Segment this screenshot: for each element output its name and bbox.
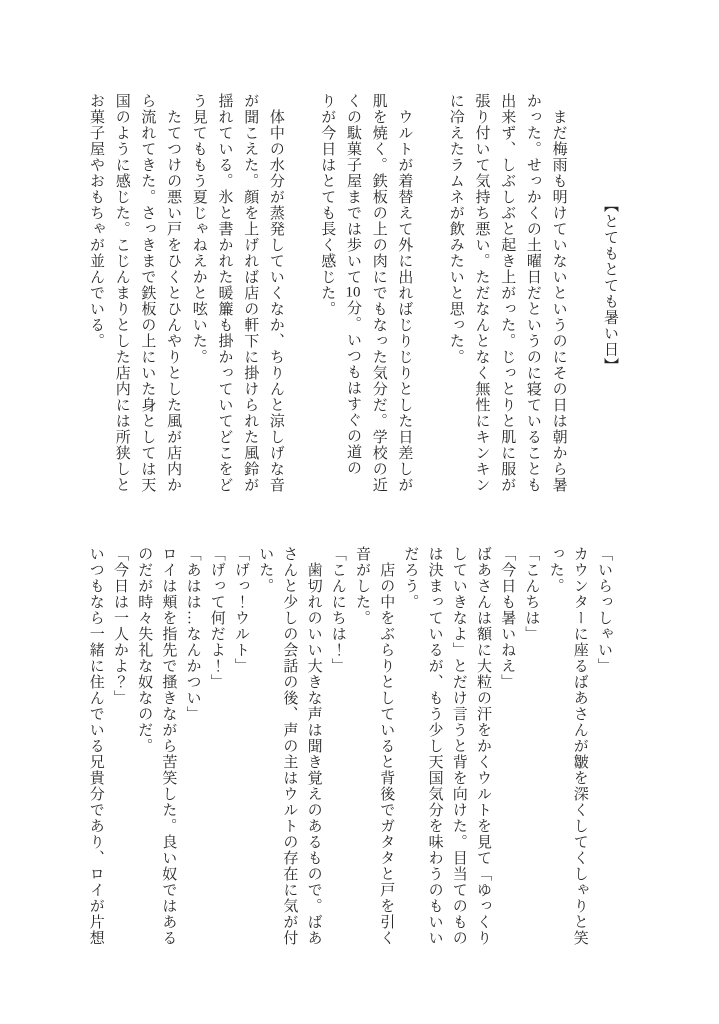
text-column: くの駄菓子屋までは歩いて10分。いつもはすぐの道の — [344, 93, 361, 476]
text-column: お菓子屋やおもちゃが並んでいる。 — [87, 93, 104, 349]
text-column: 「こんにちは！」 — [329, 546, 346, 674]
text-column: 国のように感じた。こじんまりとした店内には所狭しと — [113, 93, 130, 493]
text-column: う見てももう夏じゃねえかと呟いた。 — [190, 93, 207, 365]
text-column: りが今日はとても長く感じた。 — [319, 93, 336, 317]
text-column: 揺れている。氷と書かれた暖簾も掛かっていてどこをど — [216, 93, 233, 493]
text-column: は決まっているが、もう少し天国気分を味わうのもいい — [426, 546, 443, 946]
text-column: 肌を焼く。鉄板の上の肉にでもなった気分だ。学校の近 — [370, 93, 387, 493]
text-column: ロイは頬を指先で搔きながら苦笑した。良い奴ではある — [160, 546, 177, 946]
text-column: った。 — [547, 546, 564, 594]
text-column: 「今日は一人かよ？」 — [111, 546, 128, 706]
text-column: していきなよ」とだけ言うと背を向けた。目当てのもの — [450, 546, 467, 946]
text-column: だろう。 — [402, 546, 419, 610]
text-column: ばあさんは額に大粒の汗をかくウルトを見て「ゆっくり — [474, 546, 491, 946]
text-column: かった。せっかくの土曜日だというのに寝ていることも — [524, 93, 541, 493]
text-column: 音がした。 — [353, 546, 370, 626]
text-column: 「今日も暑いねえ」 — [499, 546, 516, 690]
text-column: さんと少しの会話の後、声の主はウルトの存在に気が付 — [281, 546, 298, 946]
text-column: 店の中をぶらりとしていると背後でガタタと戸を引く — [378, 546, 395, 946]
text-column: 「げって何だよ！」 — [208, 546, 225, 690]
text-column: 張り付いて気持ち悪い。ただなんとなく無性にキンキン — [473, 93, 490, 493]
text-column: に冷えたラムネが飲みたいと思った。 — [447, 93, 464, 365]
page-title: 【とてもとても暑い日】 — [601, 93, 618, 374]
text-column: 「あはは…なんかつい」 — [184, 546, 201, 722]
text-column: たてつけの悪い戸をひくとひんやりとした風が店内か — [165, 93, 182, 493]
text-column: 「こんちは」 — [523, 546, 540, 642]
text-column: まだ梅雨も明けていないというのにその日は朝から暑 — [550, 93, 567, 493]
text-column: 歯切れのいい大きな声は聞き覚えのあるもので。ばあ — [305, 546, 322, 946]
tatechuyoko-number: 10 — [345, 285, 361, 300]
text-column: カウンターに座るばあさんが皺を深くしてくしゃりと笑 — [571, 546, 588, 946]
text-column: が聞こえた。顔を上げれば店の軒下に掛けられた風鈴が — [242, 93, 259, 493]
text-column: いつもなら一緒に住んでいる兄貴分であり、ロイが片想 — [87, 546, 104, 946]
text-column: いた。 — [257, 546, 274, 594]
text-column: 「げっ！ウルト」 — [232, 546, 249, 674]
text-column: 出来ず、しぶしぶと起き上がった。じっとりと肌に服が — [499, 93, 516, 493]
text-column: 「いらっしゃい」 — [595, 546, 612, 674]
text-column: ウルトが着替えて外に出ればじりじりとした日差しが — [396, 93, 413, 493]
text-column: のだが時々失礼な奴なのだ。 — [136, 546, 153, 754]
text-column: 体中の水分が蒸発していくなか、ちりんと涼しげな音 — [267, 93, 284, 493]
text-column: ら流れてきた。さっきまで鉄板の上にいた身としては天 — [139, 93, 156, 493]
